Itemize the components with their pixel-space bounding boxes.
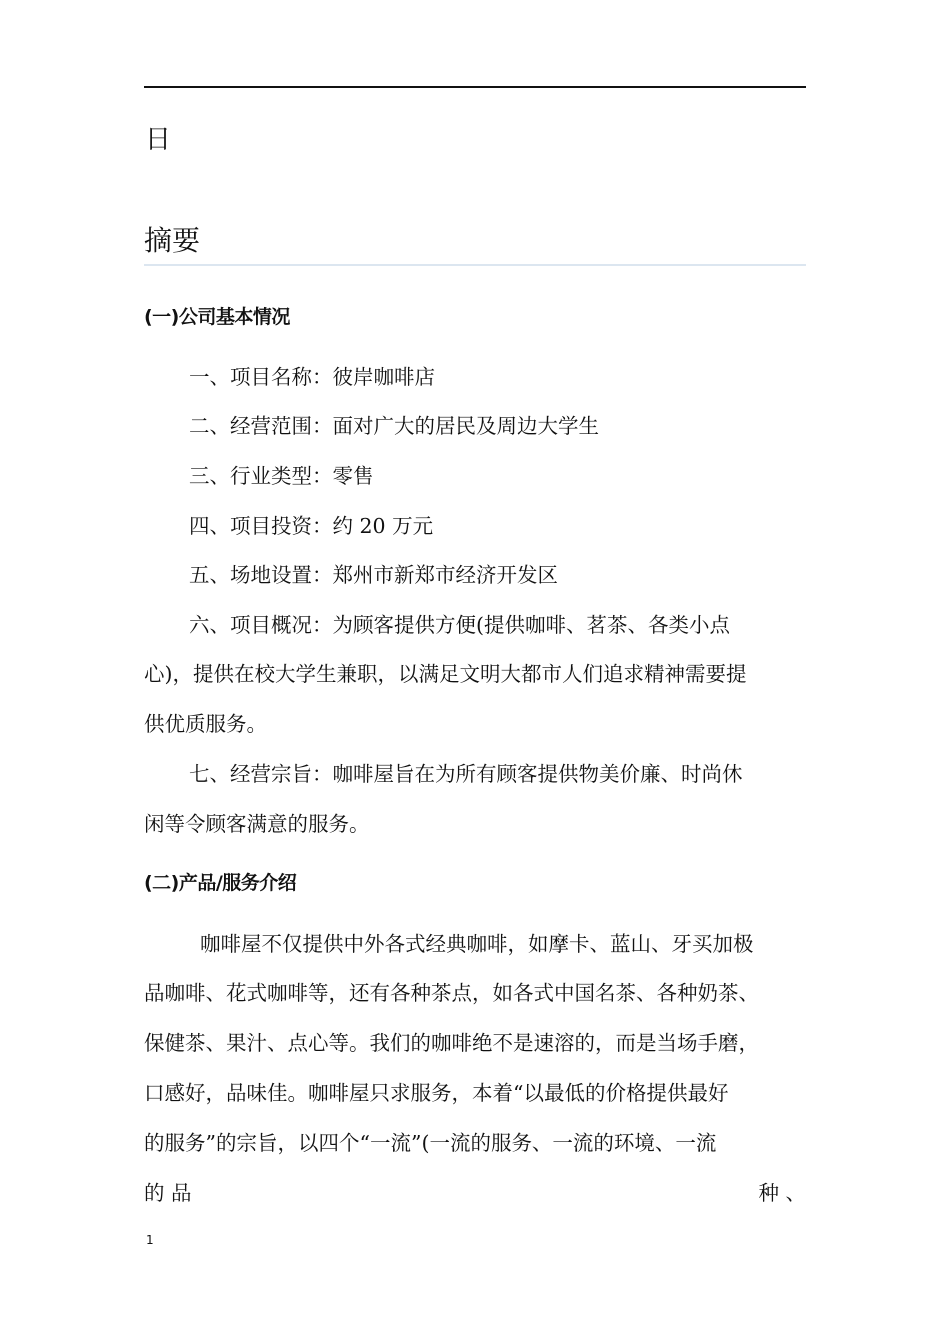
page-title: 摘要 [144,224,201,257]
section-heading-products: (二)产品/服务介绍 [144,872,297,894]
products-line-4: 口感好，品味佳。咖啡屋只求服务，本着“以最低的价格提供最好 [144,1081,729,1105]
products-line-1: 咖啡屋不仅提供中外各式经典咖啡，如摩卡、蓝山、牙买加极 [200,932,754,956]
info-item-investment: 四、项目投资：约 20 万元 [189,514,434,538]
products-line-6-left: 的 品 [144,1181,192,1205]
overview-line-3: 供优质服务。 [144,712,267,736]
info-item-business-scope: 二、经营范围：面对广大的居民及周边大学生 [189,414,599,438]
products-line-3: 保健茶、果汁、点心等。我们的咖啡绝不是速溶的，而是当场手磨， [144,1031,759,1055]
products-line-6-right: 种 、 [758,1181,806,1205]
header-fragment: 日 [145,125,172,155]
products-line-6 [144,1179,806,1207]
section-heading-company-info: (一)公司基本情况 [144,306,290,328]
products-line-5: 的服务”的宗旨，以四个“一流”(一流的服务、一流的环境、一流 [144,1131,717,1155]
overview-line-2: 心)，提供在校大学生兼职，以满足文明大都市人们追求精神需要提 [144,662,747,686]
info-item-industry-type: 三、行业类型：零售 [189,464,374,488]
info-item-location: 五、场地设置：郑州市新郑市经济开发区 [189,563,558,587]
page-number: 1 [146,1233,154,1247]
products-line-2: 品咖啡、花式咖啡等，还有各种茶点，如各式中国名茶、各种奶茶、 [144,981,759,1005]
header-rule [144,86,806,88]
purpose-line-1: 七、经营宗旨：咖啡屋旨在为所有顾客提供物美价廉、时尚休 [189,762,743,786]
title-underline [144,264,806,266]
info-item-project-name: 一、项目名称：彼岸咖啡店 [189,365,435,389]
overview-line-1: 六、项目概况：为顾客提供方便(提供咖啡、茗茶、各类小点 [189,613,730,637]
purpose-line-2: 闲等令顾客满意的服务。 [144,812,370,836]
